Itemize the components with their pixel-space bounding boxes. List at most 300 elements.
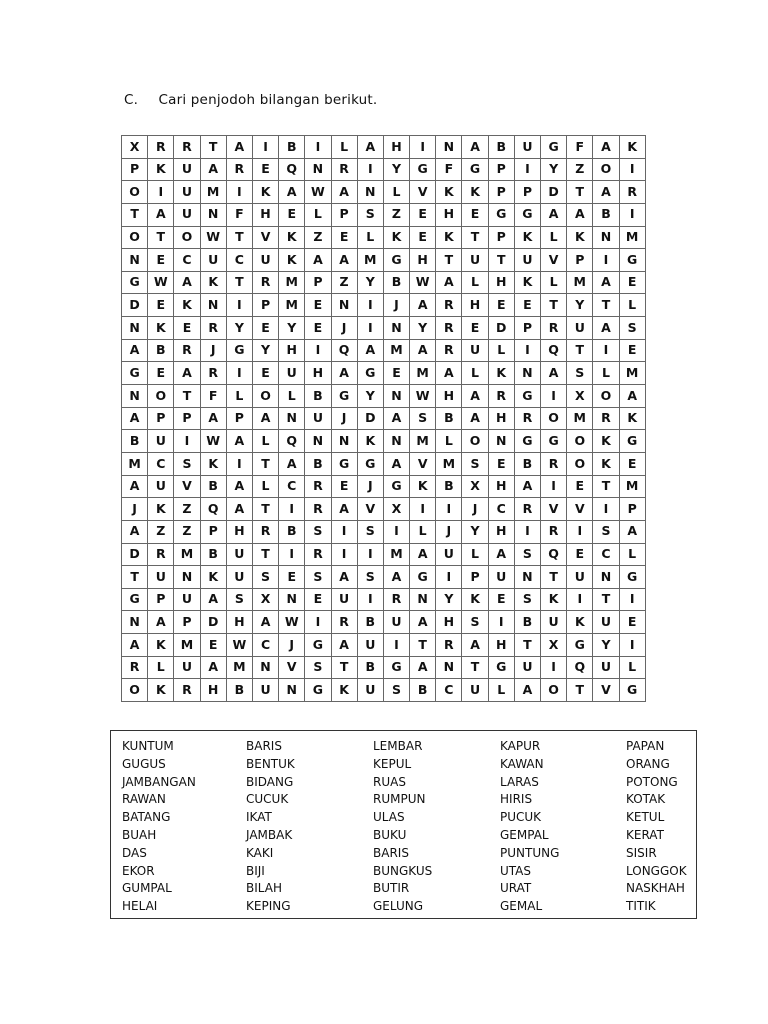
grid-cell[interactable]: B xyxy=(357,611,383,634)
grid-cell[interactable]: T xyxy=(331,656,357,679)
grid-cell[interactable]: B xyxy=(593,203,619,226)
grid-cell[interactable]: R xyxy=(200,362,226,385)
grid-cell[interactable]: H xyxy=(252,203,278,226)
grid-cell[interactable]: P xyxy=(462,566,488,589)
grid-cell[interactable]: A xyxy=(174,362,200,385)
grid-cell[interactable]: B xyxy=(436,475,462,498)
grid-cell[interactable]: A xyxy=(252,611,278,634)
grid-cell[interactable]: B xyxy=(200,475,226,498)
grid-cell[interactable]: I xyxy=(148,181,174,204)
grid-cell[interactable]: M xyxy=(383,543,409,566)
grid-cell[interactable]: Y xyxy=(226,317,252,340)
grid-cell[interactable]: W xyxy=(279,611,305,634)
grid-cell[interactable]: G xyxy=(619,679,645,702)
grid-cell[interactable]: J xyxy=(200,339,226,362)
grid-cell[interactable]: Y xyxy=(541,158,567,181)
grid-cell[interactable]: A xyxy=(174,271,200,294)
grid-cell[interactable]: W xyxy=(410,385,436,408)
grid-cell[interactable]: G xyxy=(305,679,331,702)
grid-cell[interactable]: A xyxy=(593,181,619,204)
grid-cell[interactable]: T xyxy=(593,475,619,498)
grid-cell[interactable]: L xyxy=(357,226,383,249)
grid-cell[interactable]: C xyxy=(279,475,305,498)
grid-cell[interactable]: N xyxy=(436,656,462,679)
grid-cell[interactable]: G xyxy=(331,385,357,408)
grid-cell[interactable]: A xyxy=(200,656,226,679)
grid-cell[interactable]: G xyxy=(619,430,645,453)
grid-cell[interactable]: G xyxy=(410,566,436,589)
grid-cell[interactable]: N xyxy=(331,430,357,453)
grid-cell[interactable]: U xyxy=(593,656,619,679)
grid-cell[interactable]: Q xyxy=(279,158,305,181)
grid-cell[interactable]: Y xyxy=(357,385,383,408)
grid-cell[interactable]: S xyxy=(383,679,409,702)
grid-cell[interactable]: P xyxy=(148,407,174,430)
grid-cell[interactable]: A xyxy=(436,362,462,385)
grid-cell[interactable]: W xyxy=(305,181,331,204)
grid-cell[interactable]: K xyxy=(619,136,645,159)
grid-cell[interactable]: T xyxy=(148,226,174,249)
grid-cell[interactable]: P xyxy=(174,407,200,430)
grid-cell[interactable]: J xyxy=(122,498,148,521)
grid-cell[interactable]: R xyxy=(174,339,200,362)
grid-cell[interactable]: U xyxy=(541,611,567,634)
grid-cell[interactable]: A xyxy=(410,611,436,634)
grid-cell[interactable]: M xyxy=(619,362,645,385)
grid-cell[interactable]: S xyxy=(567,362,593,385)
grid-cell[interactable]: T xyxy=(567,679,593,702)
grid-cell[interactable]: B xyxy=(305,385,331,408)
grid-cell[interactable]: S xyxy=(252,566,278,589)
grid-cell[interactable]: K xyxy=(148,317,174,340)
grid-cell[interactable]: E xyxy=(252,158,278,181)
grid-cell[interactable]: K xyxy=(252,181,278,204)
grid-cell[interactable]: V xyxy=(357,498,383,521)
grid-cell[interactable]: R xyxy=(305,543,331,566)
grid-cell[interactable]: K xyxy=(200,271,226,294)
grid-cell[interactable]: A xyxy=(200,588,226,611)
grid-cell[interactable]: U xyxy=(462,339,488,362)
grid-cell[interactable]: I xyxy=(436,498,462,521)
grid-cell[interactable]: T xyxy=(436,249,462,272)
grid-cell[interactable]: U xyxy=(252,679,278,702)
grid-cell[interactable]: X xyxy=(383,498,409,521)
grid-cell[interactable]: G xyxy=(410,158,436,181)
grid-cell[interactable]: G xyxy=(488,656,514,679)
grid-cell[interactable]: G xyxy=(514,385,540,408)
grid-cell[interactable]: A xyxy=(331,181,357,204)
grid-cell[interactable]: D xyxy=(200,611,226,634)
grid-cell[interactable]: A xyxy=(279,181,305,204)
grid-cell[interactable]: H xyxy=(436,385,462,408)
grid-cell[interactable]: N xyxy=(200,203,226,226)
grid-cell[interactable]: I xyxy=(567,588,593,611)
grid-cell[interactable]: E xyxy=(619,452,645,475)
grid-cell[interactable]: B xyxy=(514,611,540,634)
grid-cell[interactable]: M xyxy=(567,271,593,294)
grid-cell[interactable]: D xyxy=(541,181,567,204)
grid-cell[interactable]: W xyxy=(200,430,226,453)
grid-cell[interactable]: A xyxy=(122,475,148,498)
grid-cell[interactable]: U xyxy=(383,611,409,634)
grid-cell[interactable]: L xyxy=(593,362,619,385)
grid-cell[interactable]: X xyxy=(122,136,148,159)
grid-cell[interactable]: N xyxy=(488,430,514,453)
grid-cell[interactable]: D xyxy=(122,543,148,566)
grid-cell[interactable]: L xyxy=(436,430,462,453)
grid-cell[interactable]: U xyxy=(357,634,383,657)
grid-cell[interactable]: L xyxy=(410,520,436,543)
grid-cell[interactable]: K xyxy=(279,226,305,249)
grid-cell[interactable]: A xyxy=(410,294,436,317)
grid-cell[interactable]: A xyxy=(148,203,174,226)
grid-cell[interactable]: H xyxy=(488,271,514,294)
grid-cell[interactable]: T xyxy=(410,634,436,657)
grid-cell[interactable]: A xyxy=(593,271,619,294)
grid-cell[interactable]: R xyxy=(383,588,409,611)
grid-cell[interactable]: E xyxy=(410,226,436,249)
grid-cell[interactable]: K xyxy=(331,679,357,702)
grid-cell[interactable]: A xyxy=(541,362,567,385)
grid-cell[interactable]: I xyxy=(226,181,252,204)
grid-cell[interactable]: M xyxy=(357,249,383,272)
grid-cell[interactable]: O xyxy=(148,385,174,408)
grid-cell[interactable]: I xyxy=(541,656,567,679)
grid-cell[interactable]: G xyxy=(122,271,148,294)
grid-cell[interactable]: L xyxy=(383,181,409,204)
grid-cell[interactable]: E xyxy=(462,317,488,340)
grid-cell[interactable]: I xyxy=(305,136,331,159)
grid-cell[interactable]: A xyxy=(122,520,148,543)
grid-cell[interactable]: G xyxy=(567,634,593,657)
grid-cell[interactable]: I xyxy=(357,588,383,611)
grid-cell[interactable]: S xyxy=(174,452,200,475)
grid-cell[interactable]: G xyxy=(122,588,148,611)
grid-cell[interactable]: O xyxy=(593,158,619,181)
grid-cell[interactable]: H xyxy=(410,249,436,272)
grid-cell[interactable]: A xyxy=(593,317,619,340)
grid-cell[interactable]: A xyxy=(383,566,409,589)
grid-cell[interactable]: A xyxy=(226,430,252,453)
grid-cell[interactable]: E xyxy=(305,317,331,340)
grid-cell[interactable]: O xyxy=(122,679,148,702)
grid-cell[interactable]: E xyxy=(619,271,645,294)
grid-cell[interactable]: N xyxy=(383,317,409,340)
grid-cell[interactable]: C xyxy=(226,249,252,272)
grid-cell[interactable]: G xyxy=(541,136,567,159)
grid-cell[interactable]: I xyxy=(174,430,200,453)
grid-cell[interactable]: N xyxy=(174,566,200,589)
grid-cell[interactable]: E xyxy=(331,226,357,249)
grid-cell[interactable]: U xyxy=(174,158,200,181)
grid-cell[interactable]: T xyxy=(541,566,567,589)
grid-cell[interactable]: N xyxy=(305,430,331,453)
grid-cell[interactable]: K xyxy=(174,294,200,317)
grid-cell[interactable]: M xyxy=(122,452,148,475)
grid-cell[interactable]: M xyxy=(410,362,436,385)
grid-cell[interactable]: J xyxy=(357,475,383,498)
grid-cell[interactable]: T xyxy=(462,656,488,679)
grid-cell[interactable]: G xyxy=(226,339,252,362)
grid-cell[interactable]: E xyxy=(462,203,488,226)
grid-cell[interactable]: V xyxy=(410,181,436,204)
grid-cell[interactable]: K xyxy=(200,452,226,475)
grid-cell[interactable]: N xyxy=(331,294,357,317)
grid-cell[interactable]: R xyxy=(226,158,252,181)
grid-cell[interactable]: K xyxy=(593,452,619,475)
grid-cell[interactable]: I xyxy=(410,498,436,521)
grid-cell[interactable]: Z xyxy=(305,226,331,249)
grid-cell[interactable]: C xyxy=(252,634,278,657)
grid-cell[interactable]: M xyxy=(383,339,409,362)
grid-cell[interactable]: S xyxy=(619,317,645,340)
grid-cell[interactable]: P xyxy=(174,611,200,634)
grid-cell[interactable]: D xyxy=(357,407,383,430)
grid-cell[interactable]: G xyxy=(619,249,645,272)
grid-cell[interactable]: R xyxy=(122,656,148,679)
grid-cell[interactable]: R xyxy=(541,452,567,475)
grid-cell[interactable]: I xyxy=(514,158,540,181)
grid-cell[interactable]: B xyxy=(514,452,540,475)
grid-cell[interactable]: A xyxy=(122,634,148,657)
grid-cell[interactable]: M xyxy=(436,452,462,475)
grid-cell[interactable]: R xyxy=(200,317,226,340)
grid-cell[interactable]: N xyxy=(593,566,619,589)
grid-cell[interactable]: A xyxy=(331,249,357,272)
grid-cell[interactable]: Q xyxy=(541,543,567,566)
grid-cell[interactable]: L xyxy=(226,385,252,408)
grid-cell[interactable]: O xyxy=(541,679,567,702)
grid-cell[interactable]: R xyxy=(305,498,331,521)
grid-cell[interactable]: A xyxy=(514,679,540,702)
grid-cell[interactable]: O xyxy=(174,226,200,249)
grid-cell[interactable]: V xyxy=(252,226,278,249)
grid-cell[interactable]: I xyxy=(279,498,305,521)
grid-cell[interactable]: S xyxy=(462,452,488,475)
grid-cell[interactable]: U xyxy=(436,543,462,566)
grid-cell[interactable]: U xyxy=(331,588,357,611)
grid-cell[interactable]: I xyxy=(619,158,645,181)
grid-cell[interactable]: P xyxy=(488,181,514,204)
grid-cell[interactable]: U xyxy=(226,566,252,589)
grid-cell[interactable]: T xyxy=(200,136,226,159)
grid-cell[interactable]: F xyxy=(567,136,593,159)
grid-cell[interactable]: Q xyxy=(279,430,305,453)
grid-cell[interactable]: S xyxy=(410,407,436,430)
grid-cell[interactable]: R xyxy=(619,181,645,204)
grid-cell[interactable]: L xyxy=(252,475,278,498)
grid-cell[interactable]: X xyxy=(462,475,488,498)
grid-cell[interactable]: S xyxy=(357,566,383,589)
grid-cell[interactable]: A xyxy=(331,634,357,657)
grid-cell[interactable]: F xyxy=(200,385,226,408)
grid-cell[interactable]: E xyxy=(567,475,593,498)
grid-cell[interactable]: T xyxy=(488,249,514,272)
grid-cell[interactable]: Z xyxy=(148,520,174,543)
grid-cell[interactable]: B xyxy=(436,407,462,430)
grid-cell[interactable]: R xyxy=(514,498,540,521)
grid-cell[interactable]: U xyxy=(148,430,174,453)
grid-cell[interactable]: B xyxy=(383,271,409,294)
grid-cell[interactable]: A xyxy=(200,407,226,430)
grid-cell[interactable]: Z xyxy=(567,158,593,181)
grid-cell[interactable]: A xyxy=(122,339,148,362)
grid-cell[interactable]: R xyxy=(541,317,567,340)
grid-cell[interactable]: M xyxy=(174,543,200,566)
grid-cell[interactable]: A xyxy=(331,362,357,385)
grid-cell[interactable]: Y xyxy=(593,634,619,657)
grid-cell[interactable]: I xyxy=(383,634,409,657)
grid-cell[interactable]: N xyxy=(305,158,331,181)
grid-cell[interactable]: S xyxy=(357,203,383,226)
grid-cell[interactable]: G xyxy=(383,249,409,272)
grid-cell[interactable]: U xyxy=(174,588,200,611)
grid-cell[interactable]: D xyxy=(122,294,148,317)
grid-cell[interactable]: I xyxy=(593,249,619,272)
grid-cell[interactable]: G xyxy=(122,362,148,385)
grid-cell[interactable]: O xyxy=(122,181,148,204)
grid-cell[interactable]: G xyxy=(331,452,357,475)
grid-cell[interactable]: T xyxy=(122,203,148,226)
grid-cell[interactable]: U xyxy=(148,566,174,589)
grid-cell[interactable]: R xyxy=(148,543,174,566)
grid-cell[interactable]: L xyxy=(619,294,645,317)
grid-cell[interactable]: L xyxy=(488,679,514,702)
grid-cell[interactable]: U xyxy=(174,203,200,226)
grid-cell[interactable]: A xyxy=(462,634,488,657)
grid-cell[interactable]: L xyxy=(462,543,488,566)
grid-cell[interactable]: B xyxy=(305,452,331,475)
grid-cell[interactable]: A xyxy=(436,271,462,294)
grid-cell[interactable]: K xyxy=(436,181,462,204)
grid-cell[interactable]: R xyxy=(174,136,200,159)
grid-cell[interactable]: W xyxy=(148,271,174,294)
grid-cell[interactable]: M xyxy=(410,430,436,453)
grid-cell[interactable]: G xyxy=(383,475,409,498)
grid-cell[interactable]: A xyxy=(410,543,436,566)
grid-cell[interactable]: X xyxy=(541,634,567,657)
grid-cell[interactable]: L xyxy=(488,339,514,362)
grid-cell[interactable]: E xyxy=(305,294,331,317)
grid-cell[interactable]: S xyxy=(305,566,331,589)
grid-cell[interactable]: I xyxy=(619,634,645,657)
grid-cell[interactable]: U xyxy=(279,362,305,385)
grid-cell[interactable]: T xyxy=(541,294,567,317)
grid-cell[interactable]: B xyxy=(410,679,436,702)
grid-cell[interactable]: G xyxy=(619,566,645,589)
grid-cell[interactable]: T xyxy=(462,226,488,249)
grid-cell[interactable]: R xyxy=(593,407,619,430)
grid-cell[interactable]: A xyxy=(383,407,409,430)
grid-cell[interactable]: R xyxy=(436,294,462,317)
grid-cell[interactable]: I xyxy=(593,339,619,362)
grid-cell[interactable]: I xyxy=(252,136,278,159)
grid-cell[interactable]: I xyxy=(331,520,357,543)
grid-cell[interactable]: X xyxy=(252,588,278,611)
grid-cell[interactable]: H xyxy=(383,136,409,159)
grid-cell[interactable]: G xyxy=(357,362,383,385)
grid-cell[interactable]: E xyxy=(488,452,514,475)
grid-cell[interactable]: J xyxy=(279,634,305,657)
grid-cell[interactable]: U xyxy=(567,317,593,340)
grid-cell[interactable]: E xyxy=(567,543,593,566)
grid-cell[interactable]: U xyxy=(226,543,252,566)
grid-cell[interactable]: U xyxy=(514,249,540,272)
grid-cell[interactable]: W xyxy=(410,271,436,294)
grid-cell[interactable]: L xyxy=(462,362,488,385)
grid-cell[interactable]: K xyxy=(148,158,174,181)
grid-cell[interactable]: N xyxy=(279,679,305,702)
grid-cell[interactable]: G xyxy=(488,203,514,226)
grid-cell[interactable]: J xyxy=(331,407,357,430)
grid-cell[interactable]: S xyxy=(593,520,619,543)
grid-cell[interactable]: U xyxy=(148,475,174,498)
grid-cell[interactable]: M xyxy=(226,656,252,679)
grid-cell[interactable]: A xyxy=(331,566,357,589)
grid-cell[interactable]: A xyxy=(279,452,305,475)
grid-cell[interactable]: N xyxy=(122,317,148,340)
grid-cell[interactable]: K xyxy=(148,498,174,521)
grid-cell[interactable]: O xyxy=(462,430,488,453)
grid-cell[interactable]: K xyxy=(279,249,305,272)
grid-cell[interactable]: A xyxy=(462,407,488,430)
grid-cell[interactable]: U xyxy=(593,611,619,634)
grid-cell[interactable]: P xyxy=(488,158,514,181)
grid-cell[interactable]: B xyxy=(200,543,226,566)
grid-cell[interactable]: S xyxy=(226,588,252,611)
grid-cell[interactable]: T xyxy=(174,385,200,408)
grid-cell[interactable]: N xyxy=(279,588,305,611)
grid-cell[interactable]: I xyxy=(488,611,514,634)
grid-cell[interactable]: U xyxy=(462,249,488,272)
grid-cell[interactable]: I xyxy=(357,543,383,566)
grid-cell[interactable]: P xyxy=(148,588,174,611)
grid-cell[interactable]: A xyxy=(122,407,148,430)
grid-cell[interactable]: E xyxy=(148,294,174,317)
grid-cell[interactable]: K xyxy=(619,407,645,430)
grid-cell[interactable]: S xyxy=(305,656,331,679)
grid-cell[interactable]: O xyxy=(541,407,567,430)
grid-cell[interactable]: M xyxy=(200,181,226,204)
grid-cell[interactable]: A xyxy=(567,203,593,226)
grid-cell[interactable]: K xyxy=(410,475,436,498)
grid-cell[interactable]: K xyxy=(200,566,226,589)
grid-cell[interactable]: K xyxy=(436,226,462,249)
grid-cell[interactable]: C xyxy=(174,249,200,272)
grid-cell[interactable]: I xyxy=(331,543,357,566)
grid-cell[interactable]: U xyxy=(252,249,278,272)
grid-cell[interactable]: C xyxy=(436,679,462,702)
grid-cell[interactable]: E xyxy=(252,317,278,340)
grid-cell[interactable]: I xyxy=(226,362,252,385)
grid-cell[interactable]: N xyxy=(122,611,148,634)
grid-cell[interactable]: K xyxy=(462,181,488,204)
grid-cell[interactable]: A xyxy=(357,136,383,159)
grid-cell[interactable]: F xyxy=(436,158,462,181)
grid-cell[interactable]: P xyxy=(619,498,645,521)
grid-cell[interactable]: K xyxy=(462,588,488,611)
grid-cell[interactable]: M xyxy=(279,271,305,294)
grid-cell[interactable]: Y xyxy=(436,588,462,611)
grid-cell[interactable]: E xyxy=(252,362,278,385)
grid-cell[interactable]: E xyxy=(174,317,200,340)
grid-cell[interactable]: H xyxy=(436,611,462,634)
grid-cell[interactable]: I xyxy=(619,588,645,611)
grid-cell[interactable]: H xyxy=(488,520,514,543)
grid-cell[interactable]: U xyxy=(305,407,331,430)
grid-cell[interactable]: L xyxy=(541,226,567,249)
grid-cell[interactable]: O xyxy=(567,452,593,475)
